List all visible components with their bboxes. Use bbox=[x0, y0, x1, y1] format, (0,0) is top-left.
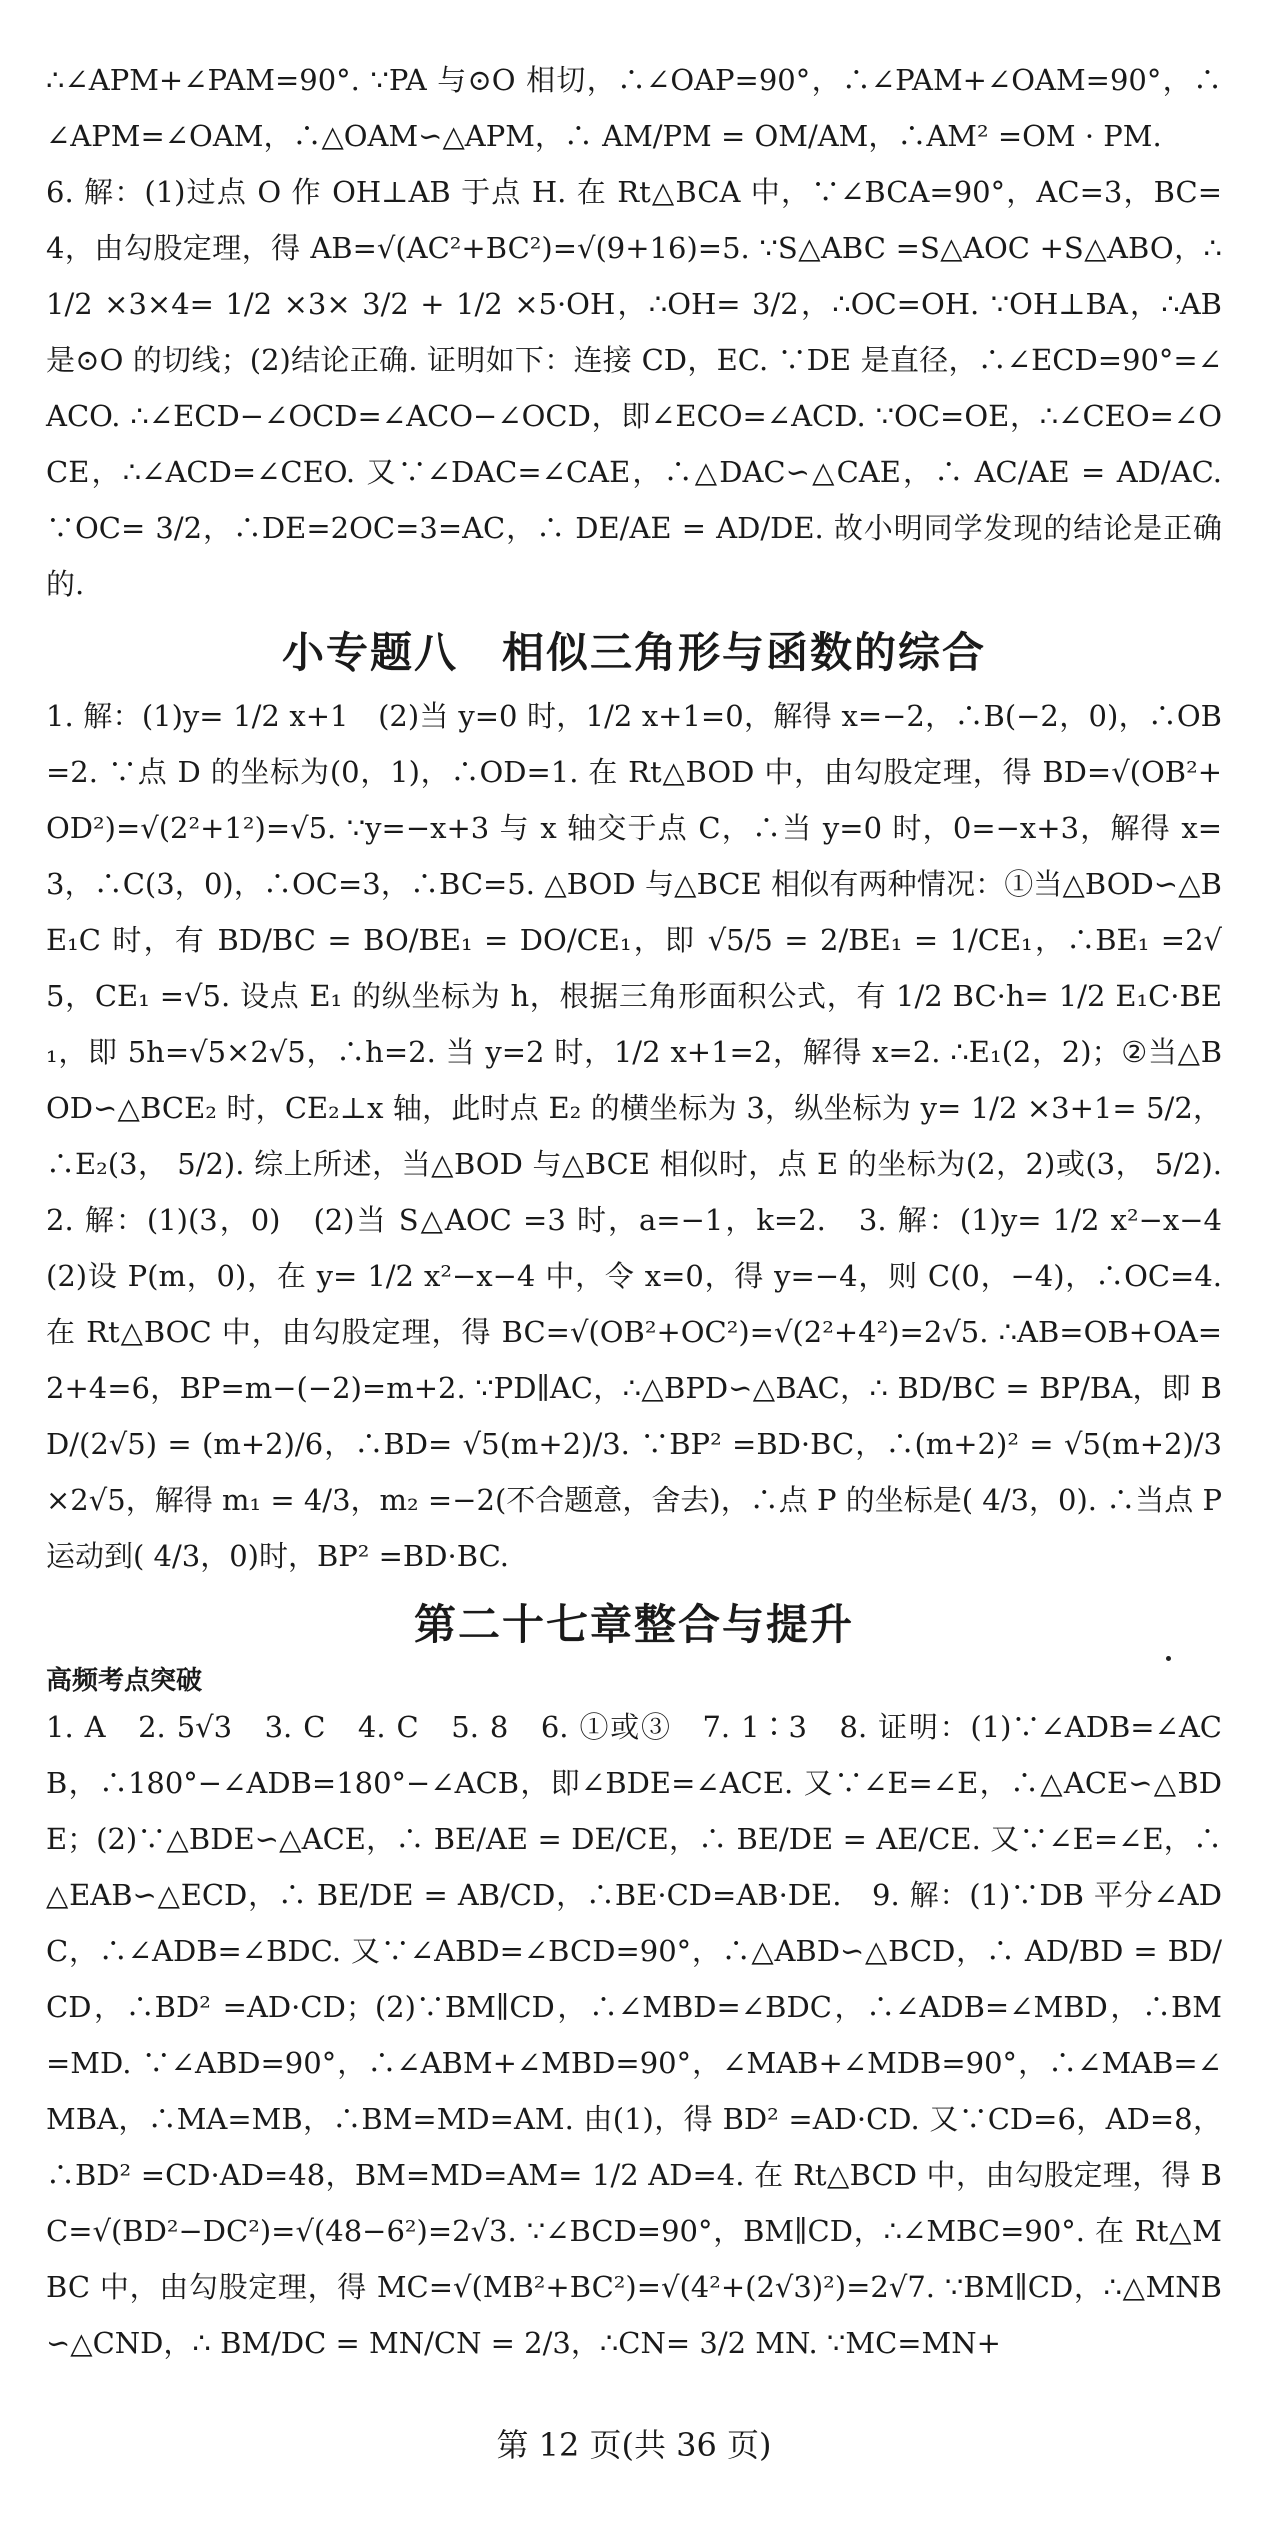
stray-dot bbox=[1166, 1656, 1171, 1661]
text-paragraph: 1. A 2. 5√3 3. C 4. C 5. 8 6. ①或③ 7. 1∶3 8. 证明：(1)∵∠ADB=∠ACB，∴180°−∠ADB=180°−∠ACB，即∠BDE=∠ACE. 又∵∠E=∠E，∴△ACE∽△BDE；(2)∵△BDE∽△ACE，∴ BE/AE = DE/CE，∴ BE/DE = AE/CE. 又∵∠E=∠E，∴△EAB∽△ECD，∴ BE/DE = AB/CD，∴BE·CD=AB·DE. 9. 解：(1)∵DB 平分∠ADC，∴∠ADB=∠BDC. 又∵∠ABD=∠BCD=90°，∴△ABD∽△BCD，∴ AD/BD = BD/CD，∴BD² =AD·CD；(2)∵BM∥CD，∴∠MBD=∠BDC，∴∠ADB=∠MBD，∴BM=MD. ∵∠ABD=90°，∴∠ABM+∠MBD=90°，∠MAB+∠MDB=90°，∴∠MAB=∠MBA，∴MA=MB，∴BM=MD=AM. 由(1)，得 BD² =AD·CD. 又∵CD=6，AD=8，∴BD² =CD·AD=48，BM=MD=AM= 1/2 AD=4. 在 Rt△BCD 中，由勾股定理，得 BC=√(BD²−DC²)=√(48−6²)=2√3. ∵∠BCD=90°，BM∥CD，∴∠MBC=90°. 在 Rt△MBC 中，由勾股定理，得 MC=√(MB²+BC²)=√(4²+(2√3)²)=2√7. ∵BM∥CD，∴△MNB∽△CND，∴ BM/DC = MN/CN = 2/3，∴CN= 3/2 MN. ∵MC=MN+ bbox=[46, 1710, 1222, 2360]
text-paragraph: 1. 解：(1)y= 1/2 x+1 (2)当 y=0 时，1/2 x+1=0，解得 x=−2，∴B(−2，0)，∴OB=2. ∵点 D 的坐标为(0，1)，∴OD=1. 在 Rt△BOD 中，由勾股定理，得 BD=√(OB²+OD²)=√(2²+1²)=√5. ∵y=−x+3 与 x 轴交于点 C，∴当 y=0 时，0=−x+3，解得 x=3，∴C(3，0)，∴OC=3，∴BC=5. △BOD 与△BCE 相似有两种情况：①当△BOD∽△BE₁C 时，有 BD/BC = BO/BE₁ = DO/CE₁，即 √5/5 = 2/BE₁ = 1/CE₁，∴BE₁ =2√5，CE₁ =√5. 设点 E₁ 的纵坐标为 h，根据三角形面积公式，有 1/2 BC·h= 1/2 E₁C·BE₁，即 5h=√5×2√5，∴h=2. 当 y=2 时，1/2 x+1=2，解得 x=2. ∴E₁(2，2)；②当△BOD∽△BCE₂ 时，CE₂⊥x 轴，此时点 E₂ 的横坐标为 3，纵坐标为 y= 1/2 ×3+1= 5/2，∴E₂(3， 5/2). 综上所述，当△BOD 与△BCE 相似时，点 E 的坐标为(2，2)或(3， 5/2). 2. 解：(1)(3，0) (2)当 S△AOC =3 时，a=−1，k=2. 3. 解：(1)y= 1/2 x²−x−4 (2)设 P(m，0)，在 y= 1/2 x²−x−4 中，令 x=0，得 y=−4，则 C(0，−4)，∴OC=4. 在 Rt△BOC 中，由勾股定理，得 BC=√(OB²+OC²)=√(2²+4²)=2√5. ∴AB=OB+OA=2+4=6，BP=m−(−2)=m+2. ∵PD∥AC，∴△BPD∽△BAC，∴ BD/BC = BP/BA，即 BD/(2√5) = (m+2)/6，∴BD= √5(m+2)/3. ∵BP² =BD·BC，∴(m+2)² = √5(m+2)/3 ×2√5，解得 m₁ = 4/3，m₂ =−2(不合题意，舍去)，∴点 P 的坐标是( 4/3，0). ∴当点 P 运动到( 4/3，0)时，BP² =BD·BC. bbox=[46, 699, 1252, 1573]
section-heading: 小专题八 相似三角形与函数的综合 bbox=[281, 628, 986, 677]
section-subheading: 高频考点突破 bbox=[46, 1666, 203, 1696]
document-page bbox=[46, 52, 1252, 2371]
chapter-heading: 第二十七章整合与提升 bbox=[413, 1600, 854, 1649]
page-footer: 第 12 页(共 36 页) bbox=[496, 2426, 772, 2464]
text-paragraph: ∴∠APM+∠PAM=90°. ∵PA 与⊙O 相切，∴∠OAP=90°，∴∠PAM+∠OAM=90°，∴∠APM=∠OAM，∴△OAM∽△APM，∴ AM/PM = OM/AM，∴AM² =OM · PM. bbox=[46, 63, 1222, 153]
text-paragraph: 6. 解：(1)过点 O 作 OH⊥AB 于点 H. 在 Rt△BCA 中，∵∠BCA=90°，AC=3，BC=4，由勾股定理，得 AB=√(AC²+BC²)=√(9+16)=5. ∵S△ABC =S△AOC +S△ABO，∴ 1/2 ×3×4= 1/2 ×3× 3/2 + 1/2 ×5·OH，∴OH= 3/2，∴OC=OH. ∵OH⊥BA，∴AB 是⊙O 的切线；(2)结论正确. 证明如下：连接 CD，EC. ∵DE 是直径，∴∠ECD=90°=∠ACO. ∴∠ECD−∠OCD=∠ACO−∠OCD，即∠ECO=∠ACD. ∵OC=OE，∴∠CEO=∠OCE，∴∠ACD=∠CEO. 又∵∠DAC=∠CAE，∴△DAC∽△CAE，∴ AC/AE = AD/AC. ∵OC= 3/2，∴DE=2OC=3=AC，∴ DE/AE = AD/DE. 故小明同学发现的结论是正确的. bbox=[46, 175, 1222, 601]
